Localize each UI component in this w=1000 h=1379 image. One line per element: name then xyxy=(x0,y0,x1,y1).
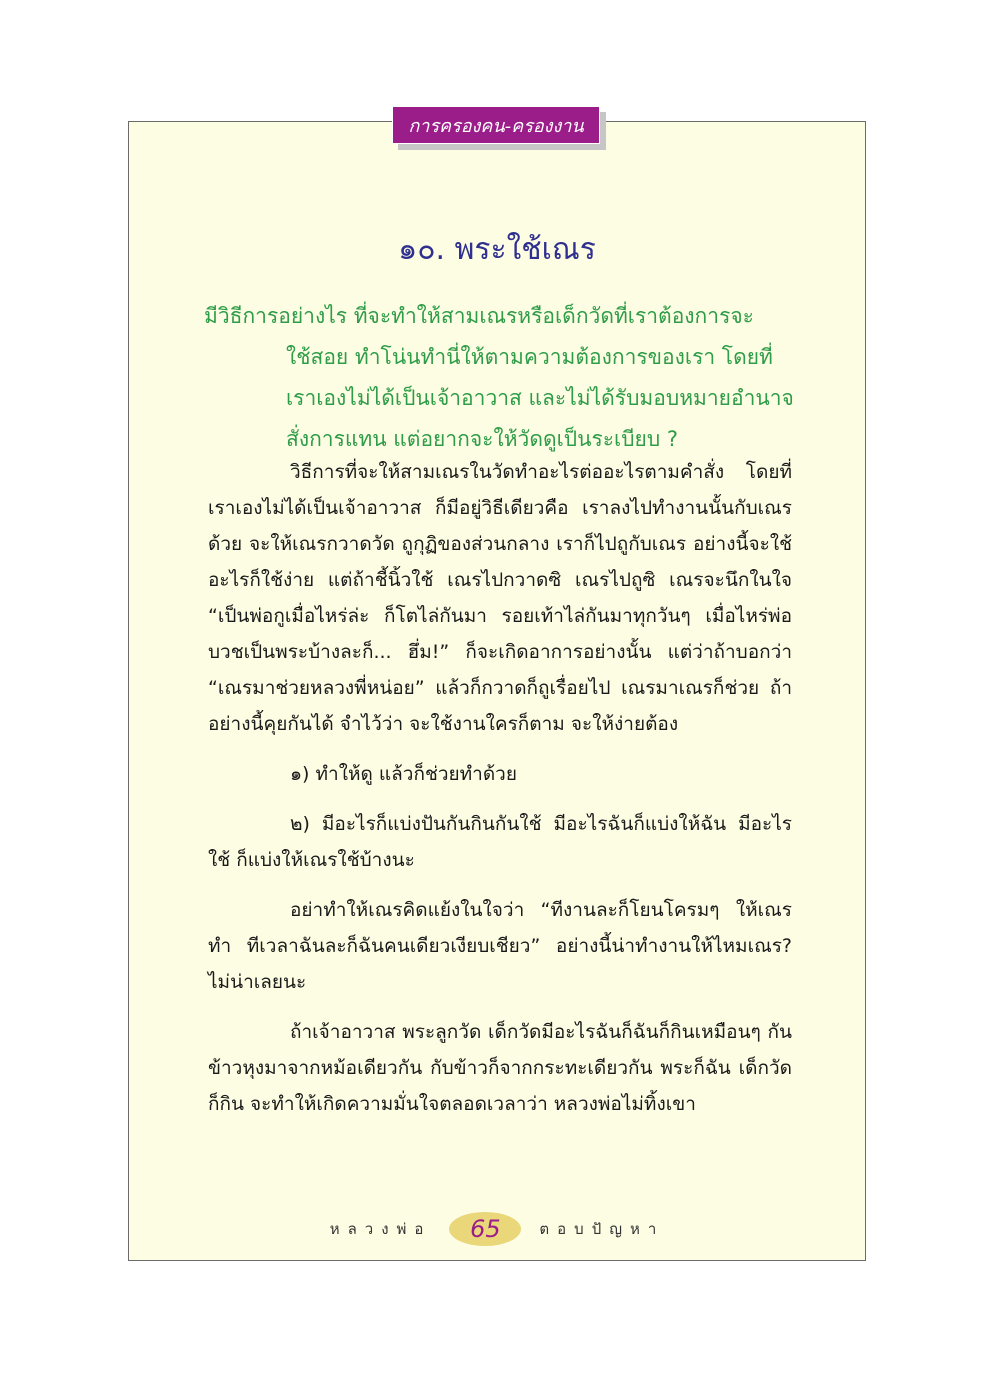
body-paragraph: อย่าทำให้เณรคิดแย้งในใจว่า “ทีงานละก็โยนโครมๆ ให้เณรทำ ทีเวลาฉันละก็ฉันคนเดียวเงียบเชียว” อย่างนี้น่าทำงานให้ไหมเณร? ไม่น่าเลยนะ xyxy=(208,899,792,993)
body-paragraph: ถ้าเจ้าอาวาส พระลูกวัด เด็กวัดมีอะไรฉันก็ฉันก็กินเหมือนๆ กัน ข้าวหุงมาจากหม้อเดียวกัน กับข้าวก็จากกระทะเดียวกัน พระก็ฉัน เด็กวัดก็กิน จะทำให้เกิดความมั่นใจตลอดเวลาว่า หลวงพ่อไม่ทิ้งเขา xyxy=(208,1021,792,1115)
question-block xyxy=(204,296,794,460)
list-item: ๒) มีอะไรก็แบ่งปันกันกินกันใช้ มีอะไรฉันก็แบ่งให้ฉัน มีอะไรใช้ ก็แบ่งให้เณรใช้บ้างนะ xyxy=(208,813,792,871)
section-tab xyxy=(392,106,600,144)
answer-body xyxy=(208,454,792,1136)
body-paragraph: วิธีการที่จะให้สามเณรในวัดทำอะไรต่ออะไรตามคำสั่ง โดยที่เราเองไม่ได้เป็นเจ้าอาวาส ก็มีอยู่วิธีเดียวคือ เราลงไปทำงานนั้นกับเณรด้วย จะให้เณรกวาดวัด ถูกุฏิของส่วนกลาง เราก็ไปถูกับเณร อย่างนี้จะใช้อะไรก็ใช้ง่าย แต่ถ้าชี้นิ้วใช้ เณรไปกวาดซิ เณรไปถูซิ เณรจะนึกในใจ “เป็นพ่อกูเมื่อไหร่ล่ะ ก็โตไล่กันมา รอยเท้าไล่กันมาทุกวันๆ เมื่อไหร่พ่อบวชเป็นพระบ้างละก็... ฮึ่ม!” ก็จะเกิดอาการอย่างนั้น แต่ว่าถ้าบอกว่า “เณรมาช่วยหลวงพี่หน่อย” แล้วก็กวาดก็ถูเรื่อยไป เณรมาเณรก็ช่วย ถ้าอย่างนี้คุยกันได้ จำไว้ว่า จะใช้งานใครก็ตาม จะให้ง่ายต้อง xyxy=(208,461,792,735)
page-number: 65 xyxy=(449,1212,521,1246)
page-footer xyxy=(128,1212,866,1246)
footer-left-text: หลวงพ่อ xyxy=(329,1220,432,1238)
question-rest: ใช้สอย ทำโน่นทำนี่ให้ตามความต้องการของเรา โดยที่เราเองไม่ได้เป็นเจ้าอาวาส และไม่ได้รับมอบหมายอำนาจสั่งการแทน แต่อยากจะให้วัดดูเป็นระเบียบ ? xyxy=(286,345,794,451)
section-tab-label: การครองคน-ครองงาน xyxy=(408,115,584,137)
footer-right-text: ตอบปัญหา xyxy=(539,1220,665,1238)
question-first-line: มีวิธีการอย่างไร ที่จะทำให้สามเณรหรือเด็กวัดที่เราต้องการจะ xyxy=(204,304,754,328)
list-item: ๑) ทำให้ดู แล้วก็ช่วยทำด้วย xyxy=(290,763,517,785)
chapter-title: ๑๐. พระใช้เณร xyxy=(398,232,596,267)
